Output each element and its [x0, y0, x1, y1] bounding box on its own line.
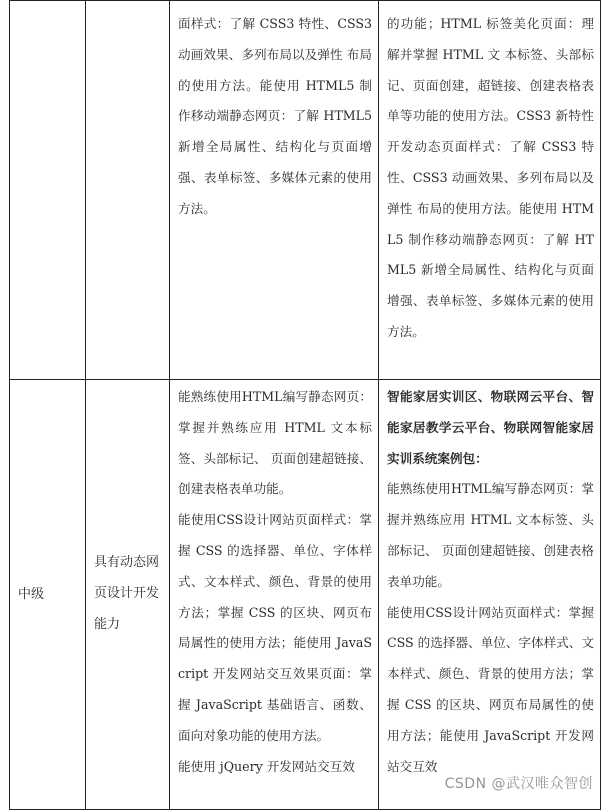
- table-row: [10, 1, 601, 380]
- skills-paragraph: 能使用 jQuery 开发网站交互效: [178, 758, 355, 774]
- ability-cell: [86, 380, 170, 810]
- resources-paragraph: 能使用CSS设计网站页面样式：掌握 CSS 的选择器、单位、字体样式、文本样式、颜色、背景的使用方法；掌握 CSS 的区块、网页布局属性的使用方法；能使用 JavaScript 开发网站交互效: [387, 604, 594, 774]
- watermark: CSDN @武汉唯众智创: [444, 776, 593, 792]
- skills-text: 面样式：了解 CSS3 特性、CSS3 动画效果、多列布局以及弹性 布局的使用方法。能使用 HTML5 制作移动端静态网页：了解 HTML5 新增全局属性、结构化与页面增强、表单标签、多媒体元素的使用方法。: [178, 16, 372, 216]
- level-cell: [10, 380, 86, 810]
- resources-cell: [379, 380, 601, 810]
- resources-text: 的功能；HTML 标签美化页面：理解并掌握 HTML 文 本标签、头部标记、页面创建，超链接、创建表格表单等功能的使用方法。CSS3 新特性开发动态页面样式：了解 CSS3 特性、CSS3 动画效果、多列布局以及弹性 布局的使用方法。能使用 HTML5 制作移动端静态网页：了解 HTML5 新增全局属性、结构化与页面增强、表单标签、多媒体元素的使用方法。: [387, 16, 594, 339]
- level-cell: [10, 1, 86, 380]
- ability-cell: [86, 1, 170, 380]
- skills-paragraph: 能熟练使用HTML编写静态网页：掌握并熟练应用 HTML 文本标签、头部标记、 页面创建超链接、创建表格表单功能。: [178, 389, 372, 497]
- skills-cell: [170, 380, 379, 810]
- curriculum-table: [9, 0, 601, 810]
- skills-cell: [170, 1, 379, 380]
- skills-paragraph: 能使用CSS设计网站页面样式：掌握 CSS 的选择器、单位、字体样式、文本样式、颜色、背景的使用方法；掌握 CSS 的区块、网页布局属性的使用方法；能使用 JavaScript 开发网站交互效果页面：掌握 JavaScript 基础语言、函数、面向对象功能的使用方法。: [178, 512, 372, 743]
- table-row: [10, 380, 601, 810]
- resources-paragraph: 能熟练使用HTML编写静态网页：掌握并熟练应用 HTML 文本标签、头部标记、 页面创建超链接、创建表格表单功能。: [387, 481, 594, 589]
- ability-text: 具有动态网页设计开发能力: [94, 555, 160, 632]
- resources-cell: [379, 1, 601, 380]
- level-text: 中级: [18, 586, 45, 602]
- resources-title: 智能家居实训区、物联网云平台、智能家居教学云平台、物联网智能家居实训系统案例包：: [387, 389, 594, 466]
